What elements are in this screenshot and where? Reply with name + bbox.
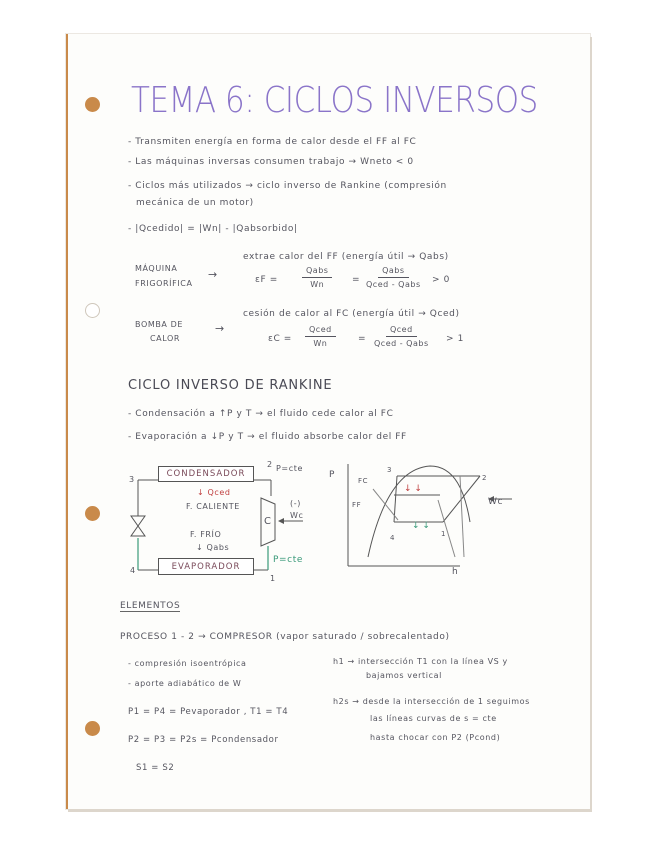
binder-hole bbox=[85, 303, 100, 318]
node-label: 3 bbox=[129, 475, 135, 484]
ph-axis-p: P bbox=[329, 470, 336, 480]
ph-axis-h: h bbox=[452, 567, 459, 577]
elementos-line: bajamos vertical bbox=[366, 671, 442, 680]
bomba-label: BOMBA DE bbox=[135, 320, 184, 329]
elementos-line: h1 → intersección T1 con la línea VS y bbox=[333, 657, 508, 666]
node-label: 1 bbox=[270, 574, 276, 583]
elementos-line: las líneas curvas de s = cte bbox=[370, 714, 497, 723]
fuente-caliente: F. CALIENTE bbox=[186, 502, 240, 511]
fuente-fria: F. FRÍO bbox=[190, 530, 222, 539]
bomba-desc: cesión de calor al FC (energía útil → Qced) bbox=[243, 309, 460, 319]
bomba-label: CALOR bbox=[150, 334, 181, 343]
arrow-icon: → bbox=[215, 322, 225, 335]
ph-node: 3 bbox=[387, 466, 393, 474]
inequality: > 1 bbox=[446, 334, 464, 344]
rankine-line: - Evaporación a ↓P y T → el fluido absorbe calor del FF bbox=[128, 432, 407, 442]
intro-line: mecánica de un motor) bbox=[136, 198, 254, 208]
equals: = bbox=[352, 275, 361, 285]
elementos-line: hasta chocar con P2 (Pcond) bbox=[370, 733, 501, 742]
qabs-arrow: ↓ Qabs bbox=[196, 543, 230, 552]
section-heading: ELEMENTOS bbox=[120, 601, 181, 611]
ph-fc: FC bbox=[358, 477, 369, 485]
binder-hole bbox=[85, 721, 100, 736]
qced-arrow: ↓ Qced bbox=[197, 488, 231, 497]
maquina-label: MÁQUINA bbox=[135, 264, 178, 273]
work-label: (-) Wc bbox=[290, 499, 304, 520]
equation-line: P2 = P3 = P2s = Pcondensador bbox=[128, 735, 279, 745]
intro-line: - Las máquinas inversas consumen trabajo → Wneto < 0 bbox=[128, 157, 414, 167]
p-cte-bottom: P=cte bbox=[273, 555, 303, 565]
notebook-sheet bbox=[66, 34, 590, 809]
node-label: 2 bbox=[267, 460, 273, 469]
svg-text:↓ ↓: ↓ ↓ bbox=[412, 521, 430, 531]
elementos-line: - aporte adiabático de W bbox=[128, 679, 242, 688]
binder-hole bbox=[85, 506, 100, 521]
intro-line: - Transmiten energía en forma de calor desde el FF al FC bbox=[128, 137, 417, 147]
equation-line: S1 = S2 bbox=[136, 763, 175, 773]
equals: = bbox=[358, 334, 367, 344]
inequality: > 0 bbox=[432, 275, 450, 285]
fraction: Qabs Wn bbox=[302, 266, 332, 289]
section-heading: CICLO INVERSO DE RANKINE bbox=[128, 378, 333, 393]
intro-line: - |Qcedido| = |Wn| - |Qabsorbido| bbox=[128, 224, 298, 234]
node-label: 4 bbox=[130, 566, 136, 575]
compressor-label: C bbox=[264, 516, 272, 527]
ph-wc: Wc bbox=[488, 497, 504, 507]
page-title: TEMA 6: CICLOS INVERSOS bbox=[131, 80, 538, 121]
binder-hole bbox=[85, 97, 100, 112]
intro-line: - Ciclos más utilizados → ciclo inverso de Rankine (compresión bbox=[128, 181, 447, 191]
epsilon-f: εF = bbox=[255, 275, 278, 285]
fraction: Qced Qced - Qabs bbox=[374, 325, 429, 348]
condensador-box: CONDENSADOR bbox=[158, 466, 254, 482]
ph-node: 2 bbox=[482, 474, 488, 482]
evaporador-box: EVAPORADOR bbox=[158, 558, 254, 575]
equation-line: P1 = P4 = Pevaporador , T1 = T4 bbox=[128, 707, 289, 717]
ph-node: 1 bbox=[441, 530, 447, 538]
fraction: Qabs Qced - Qabs bbox=[366, 266, 421, 289]
rankine-line: - Condensación a ↑P y T → el fluido cede calor al FC bbox=[128, 409, 394, 419]
arrow-icon: → bbox=[208, 268, 218, 281]
ph-node: 4 bbox=[390, 534, 396, 542]
maquina-desc: extrae calor del FF (energía útil → Qabs) bbox=[243, 252, 449, 262]
maquina-label: FRIGORÍFICA bbox=[135, 279, 193, 288]
ph-ff: FF bbox=[352, 501, 362, 509]
elementos-line: - compresión isoentrópica bbox=[128, 659, 247, 668]
fraction: Qced Wn bbox=[305, 325, 336, 348]
proceso-line: PROCESO 1 - 2 → COMPRESOR (vapor saturado / sobrecalentado) bbox=[120, 632, 450, 642]
svg-text:↓ ↓: ↓ ↓ bbox=[404, 484, 422, 494]
elementos-line: h2s → desde la intersección de 1 seguimos bbox=[333, 697, 530, 706]
p-cte-top: P=cte bbox=[276, 464, 303, 473]
epsilon-c: εC = bbox=[268, 334, 292, 344]
